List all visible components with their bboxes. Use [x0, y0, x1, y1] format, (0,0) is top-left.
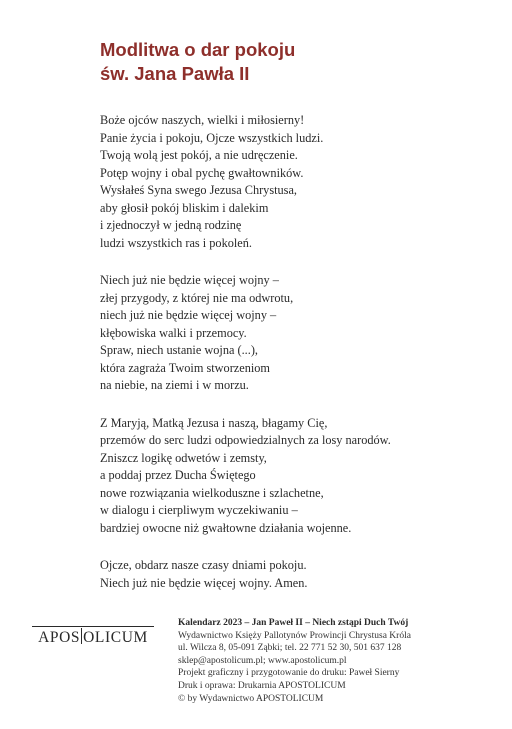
stanza-4	[100, 557, 391, 592]
imprint-title: Kalendarz 2023 – Jan Paweł II – Niech zstąpi Duch Twój	[178, 618, 409, 628]
logo-cross-bar	[81, 628, 82, 644]
verse-line: Ojcze, obdarz nasze czasy dniami pokoju.	[100, 558, 307, 572]
verse-line: ludzi wszystkich ras i pokoleń.	[100, 235, 252, 250]
imprint-address: ul. Wilcza 8, 05-091 Ząbki; tel. 22 771 52 30, 501 637 128	[178, 643, 402, 654]
imprint	[178, 617, 411, 705]
verse-line: Boże ojców naszych, wielki i miłosierny!	[100, 113, 305, 127]
verse-line: na niebie, na ziemi i w morzu.	[100, 378, 249, 392]
verse-line: Panie życia i pokoju, Ojcze wszystkich ludzi.	[100, 130, 324, 145]
verse-line: kłębowiska walki i przemocy.	[100, 325, 247, 340]
verse-line: Niech już nie będzie więcej wojny. Amen.	[100, 575, 308, 590]
imprint-publisher: Wydawnictwo Księży Pallotynów Prowincji Chrystusa Króla	[178, 630, 411, 641]
verse-line: aby głosił pokój bliskim i dalekim	[100, 200, 269, 215]
verse-line: złej przygody, z której nie ma odwrotu,	[100, 290, 294, 305]
verse-line: bardziej owocne niż gwałtowne działania wojenne.	[100, 520, 352, 535]
verse-line: przemów do serc ludzi odpowiedzialnych za losy narodów.	[100, 433, 391, 447]
prayer-text	[100, 112, 391, 612]
verse-line: w dialogu i cierpliwym wyczekiwaniu –	[100, 503, 298, 517]
stanza-1	[100, 112, 391, 252]
verse-line: Wysłałeś Syna swego Jezusa Chrystusa,	[100, 183, 298, 197]
logo-text-right: OLICUM	[83, 629, 148, 646]
verse-line: Potęp wojny i obal pychę gwałtowników.	[100, 165, 304, 180]
stanza-3	[100, 415, 391, 538]
verse-line: a poddaj przez Ducha Świętego	[100, 468, 256, 482]
verse-line: i zjednoczył w jedną rodzinę	[100, 218, 242, 232]
verse-line: niech już nie będzie więcej wojny –	[100, 308, 277, 322]
title-line-1: Modlitwa o dar pokoju	[100, 39, 296, 60]
verse-line: Spraw, niech ustanie wojna (...),	[100, 343, 258, 357]
stanza-2	[100, 272, 391, 395]
verse-line: która zagraża Twoim stworzeniom	[100, 360, 270, 375]
imprint-contact: sklep@apostolicum.pl; www.apostolicum.pl	[178, 655, 347, 666]
title-line-2: św. Jana Pawła II	[100, 63, 250, 84]
apostolicum-logo	[32, 626, 154, 648]
logo-text-left: APOS	[38, 629, 81, 646]
verse-line: nowe rozwiązania wielkoduszne i szlachetne,	[100, 485, 324, 500]
imprint-print: Druk i oprawa: Drukarnia APOSTOLICUM	[178, 680, 346, 691]
imprint-copyright: © by Wydawnictwo APOSTOLICUM	[178, 693, 324, 704]
page-title	[100, 38, 295, 86]
imprint-design: Projekt graficzny i przygotowanie do druku: Paweł Sierny	[178, 668, 400, 679]
verse-line: Niech już nie będzie więcej wojny –	[100, 273, 279, 287]
verse-line: Twoją wolą jest pokój, a nie udręczenie.	[100, 148, 298, 162]
verse-line: Z Maryją, Matką Jezusa i naszą, błagamy Cię,	[100, 415, 328, 430]
verse-line: Zniszcz logikę odwetów i zemsty,	[100, 450, 267, 465]
